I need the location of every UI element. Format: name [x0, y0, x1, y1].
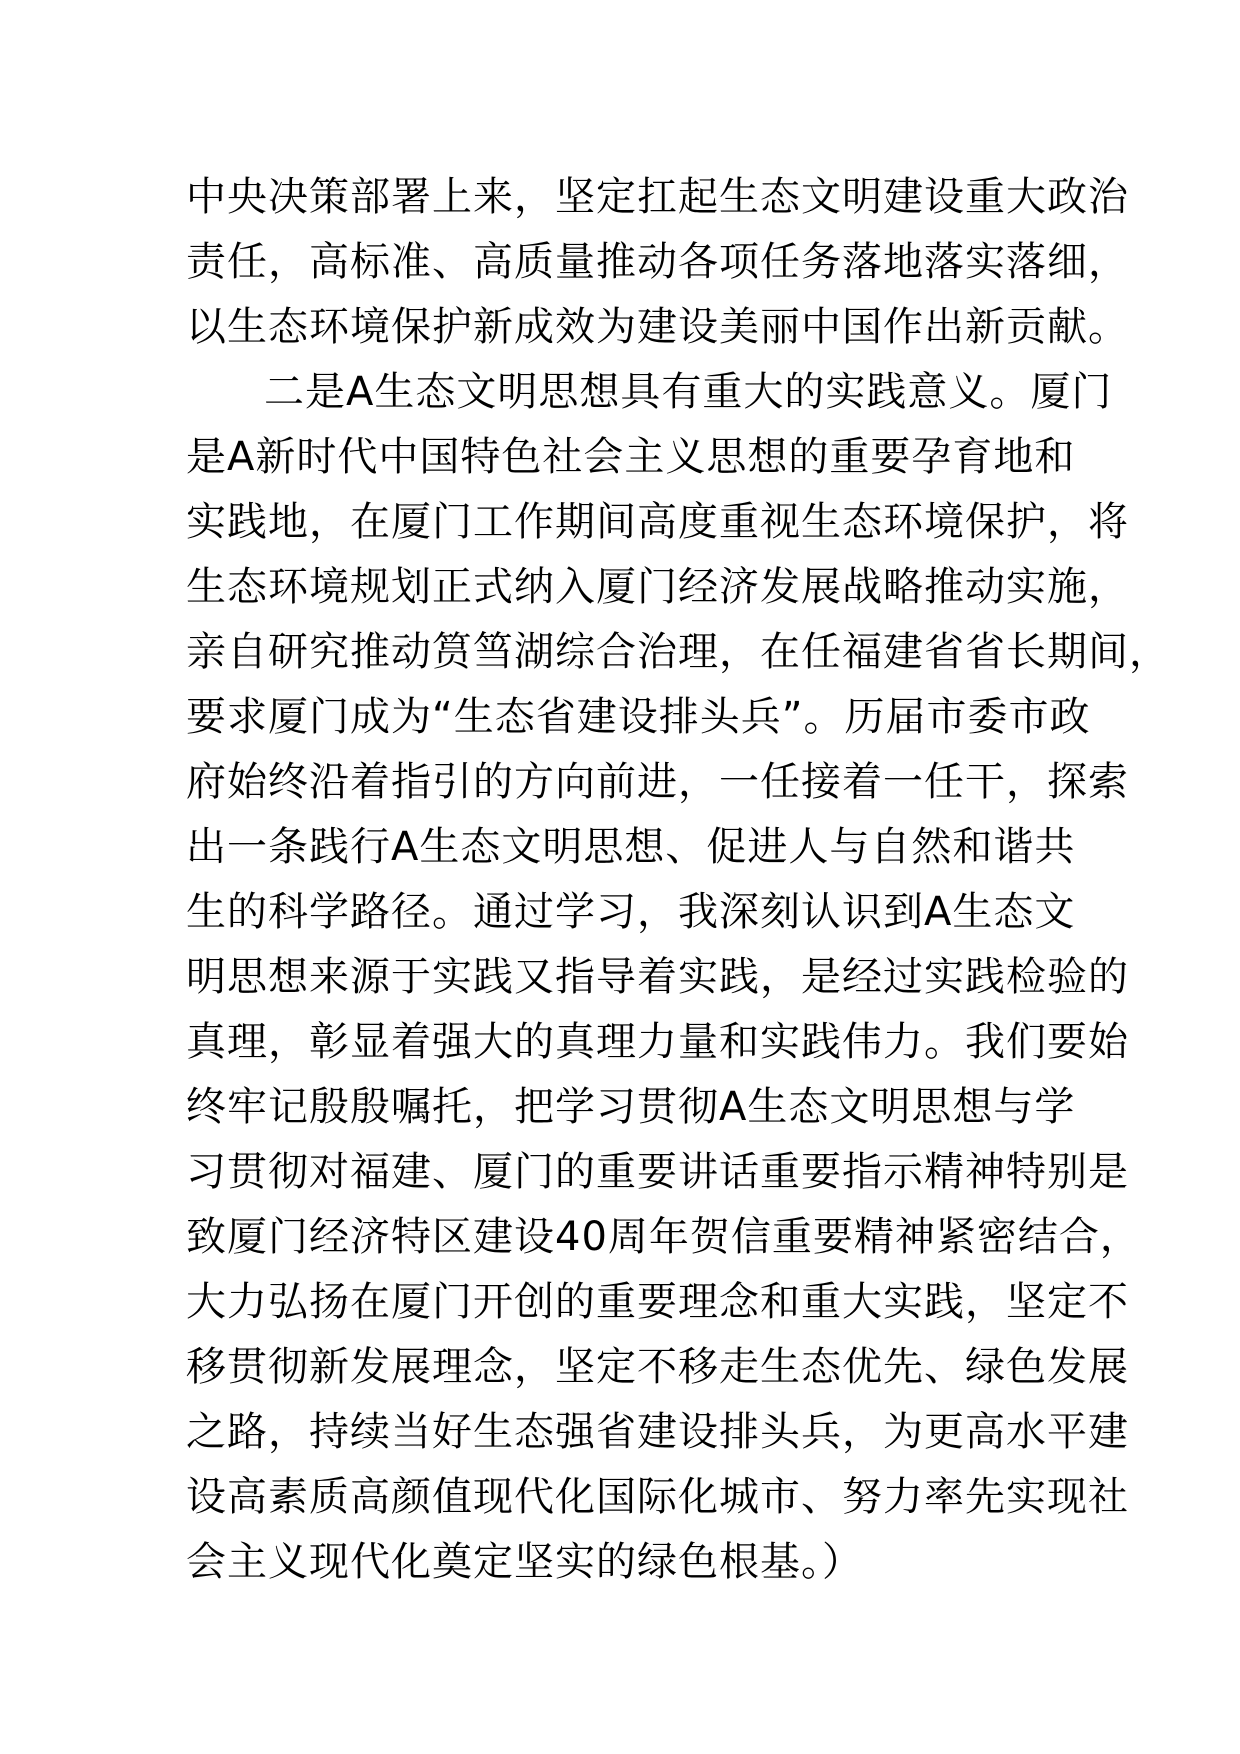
text-line: 府始终沿着指引的方向前进，一任接着一任干，探索: [186, 759, 1129, 805]
text-line: 之路，持续当好生态强省建设排头兵，为更高水平建: [186, 1409, 1129, 1455]
text-line: 以生态环境保护新成效为建设美丽中国作出新贡献。: [186, 304, 1129, 350]
text-line: 生态环境规划正式纳入厦门经济发展战略推动实施，: [186, 564, 1129, 610]
text-line: 生的科学路径。通过学习，我深刻认识到A生态文: [186, 889, 1076, 935]
text-line: 会主义现代化奠定坚实的绿色根基。）: [186, 1539, 863, 1585]
text-line: 责任，高标准、高质量推动各项任务落地落实落细，: [186, 239, 1129, 285]
text-line: 致厦门经济特区建设40周年贺信重要精神紧密结合，: [186, 1214, 1141, 1260]
text-line: 亲自研究推动筼筜湖综合治理，在任福建省省长期间，: [186, 629, 1170, 675]
text-line: 中央决策部署上来，坚定扛起生态文明建设重大政治: [186, 174, 1129, 220]
text-line: 要求厦门成为“生态省建设排头兵”。历届市委市政: [186, 694, 1091, 740]
text-line: 出一条践行A生态文明思想、促进人与自然和谐共: [186, 824, 1076, 870]
text-line: 终牢记殷殷嘱托，把学习贯彻A生态文明思想与学: [186, 1084, 1076, 1130]
text-line: 明思想来源于实践又指导着实践，是经过实践检验的: [186, 954, 1129, 1000]
text-line: 移贯彻新发展理念，坚定不移走生态优先、绿色发展: [186, 1344, 1129, 1390]
text-line: 是A新时代中国特色社会主义思想的重要孕育地和: [186, 434, 1076, 480]
text-line: 真理，彰显着强大的真理力量和实践伟力。我们要始: [186, 1019, 1129, 1065]
body-text: [186, 165, 1170, 1595]
text-line: 实践地，在厦门工作期间高度重视生态环境保护，将: [186, 499, 1129, 545]
text-line: 设高素质高颜值现代化国际化城市、努力率先实现社: [186, 1474, 1129, 1520]
text-line: 习贯彻对福建、厦门的重要讲话重要指示精神特别是: [186, 1149, 1129, 1195]
text-line: 大力弘扬在厦门开创的重要理念和重大实践，坚定不: [186, 1279, 1129, 1325]
paragraph-first-line: 二是A生态文明思想具有重大的实践意义。厦门: [264, 369, 1113, 415]
